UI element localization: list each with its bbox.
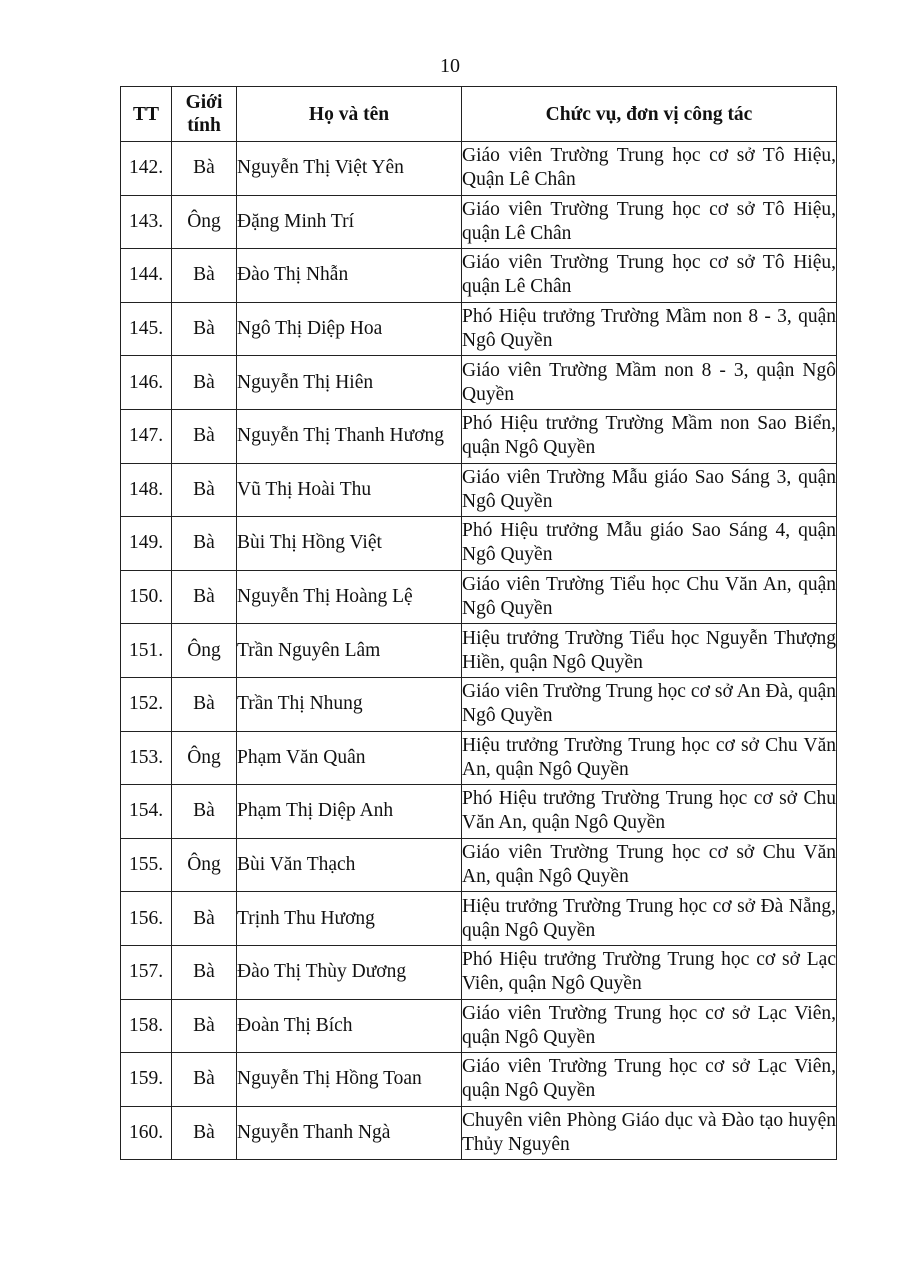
row-name: Trịnh Thu Hương: [237, 892, 462, 946]
table-row: [121, 999, 837, 1053]
row-gender: Ông: [172, 624, 237, 678]
row-position: Chuyên viên Phòng Giáo dục và Đào tạo huyện Thủy Nguyên: [462, 1106, 837, 1160]
row-position: Giáo viên Trường Trung học cơ sở Tô Hiệu, quận Lê Chân: [462, 195, 837, 249]
row-gender: Bà: [172, 517, 237, 571]
row-number: 155.: [121, 838, 172, 892]
row-position: Giáo viên Trường Trung học cơ sở Tô Hiệu, quận Lê Chân: [462, 249, 837, 303]
row-name: Trần Thị Nhung: [237, 677, 462, 731]
table-row: [121, 624, 837, 678]
row-number: 156.: [121, 892, 172, 946]
row-gender: Ông: [172, 195, 237, 249]
row-number: 146.: [121, 356, 172, 410]
row-gender: Bà: [172, 1053, 237, 1107]
row-name: Nguyễn Thị Hiên: [237, 356, 462, 410]
row-name: Trần Nguyên Lâm: [237, 624, 462, 678]
row-name: Đào Thị Nhẫn: [237, 249, 462, 303]
row-gender: Bà: [172, 302, 237, 356]
page-number: 10: [440, 55, 460, 77]
row-gender: Bà: [172, 677, 237, 731]
table-row: [121, 409, 837, 463]
table-row: [121, 249, 837, 303]
row-position: Giáo viên Trường Trung học cơ sở Tô Hiệu, Quận Lê Chân: [462, 142, 837, 196]
row-name: Đoàn Thị Bích: [237, 999, 462, 1053]
row-number: 160.: [121, 1106, 172, 1160]
row-name: Bùi Thị Hồng Việt: [237, 517, 462, 571]
row-position: Giáo viên Trường Trung học cơ sở Chu Văn An, quận Ngô Quyền: [462, 838, 837, 892]
row-number: 147.: [121, 409, 172, 463]
row-number: 142.: [121, 142, 172, 196]
table-row: [121, 356, 837, 410]
row-gender: Bà: [172, 892, 237, 946]
row-position: Giáo viên Trường Mầm non 8 - 3, quận Ngô Quyền: [462, 356, 837, 410]
table-header-row: [121, 87, 837, 142]
row-number: 145.: [121, 302, 172, 356]
table-row: [121, 517, 837, 571]
row-name: Nguyễn Thị Hồng Toan: [237, 1053, 462, 1107]
header-gender: Giới tính: [172, 87, 237, 142]
row-gender: Ông: [172, 731, 237, 785]
row-name: Phạm Thị Diệp Anh: [237, 785, 462, 839]
row-number: 144.: [121, 249, 172, 303]
header-position: Chức vụ, đơn vị công tác: [462, 87, 837, 142]
table-row: [121, 785, 837, 839]
table-row: [121, 142, 837, 196]
row-number: 143.: [121, 195, 172, 249]
row-number: 148.: [121, 463, 172, 517]
row-gender: Bà: [172, 785, 237, 839]
table-row: [121, 195, 837, 249]
row-position: Phó Hiệu trưởng Trường Trung học cơ sở Chu Văn An, quận Ngô Quyền: [462, 785, 837, 839]
row-gender: Bà: [172, 1106, 237, 1160]
row-name: Đặng Minh Trí: [237, 195, 462, 249]
table-row: [121, 463, 837, 517]
row-number: 150.: [121, 570, 172, 624]
table-row: [121, 731, 837, 785]
table-body: [121, 142, 837, 1160]
row-number: 157.: [121, 945, 172, 999]
row-gender: Bà: [172, 142, 237, 196]
row-position: Giáo viên Trường Trung học cơ sở Lạc Viên, quận Ngô Quyền: [462, 999, 837, 1053]
row-name: Bùi Văn Thạch: [237, 838, 462, 892]
row-number: 149.: [121, 517, 172, 571]
table-row: [121, 1106, 837, 1160]
row-position: Giáo viên Trường Trung học cơ sở An Đà, quận Ngô Quyền: [462, 677, 837, 731]
row-name: Nguyễn Thị Việt Yên: [237, 142, 462, 196]
row-number: 158.: [121, 999, 172, 1053]
row-gender: Bà: [172, 356, 237, 410]
row-position: Phó Hiệu trưởng Trường Trung học cơ sở Lạc Viên, quận Ngô Quyền: [462, 945, 837, 999]
row-name: Nguyễn Thị Hoàng Lệ: [237, 570, 462, 624]
row-name: Đào Thị Thùy Dương: [237, 945, 462, 999]
row-position: Giáo viên Trường Trung học cơ sở Lạc Viên, quận Ngô Quyền: [462, 1053, 837, 1107]
table-row: [121, 570, 837, 624]
personnel-table: [120, 86, 837, 1160]
row-gender: Bà: [172, 409, 237, 463]
row-position: Phó Hiệu trưởng Mẫu giáo Sao Sáng 4, quận Ngô Quyền: [462, 517, 837, 571]
row-position: Hiệu trưởng Trường Tiểu học Nguyễn Thượng Hiền, quận Ngô Quyền: [462, 624, 837, 678]
row-name: Vũ Thị Hoài Thu: [237, 463, 462, 517]
row-name: Ngô Thị Diệp Hoa: [237, 302, 462, 356]
row-position: Hiệu trưởng Trường Trung học cơ sở Chu Văn An, quận Ngô Quyền: [462, 731, 837, 785]
table-row: [121, 945, 837, 999]
table-row: [121, 838, 837, 892]
row-gender: Bà: [172, 463, 237, 517]
row-position: Phó Hiệu trưởng Trường Mầm non 8 - 3, quận Ngô Quyền: [462, 302, 837, 356]
row-name: Phạm Văn Quân: [237, 731, 462, 785]
header-name: Họ và tên: [237, 87, 462, 142]
table-row: [121, 677, 837, 731]
row-number: 159.: [121, 1053, 172, 1107]
row-position: Giáo viên Trường Mẫu giáo Sao Sáng 3, quận Ngô Quyền: [462, 463, 837, 517]
row-name: Nguyễn Thanh Ngà: [237, 1106, 462, 1160]
row-position: Hiệu trưởng Trường Trung học cơ sở Đà Nẵng, quận Ngô Quyền: [462, 892, 837, 946]
row-gender: Bà: [172, 999, 237, 1053]
row-gender: Ông: [172, 838, 237, 892]
table-row: [121, 302, 837, 356]
row-position: Phó Hiệu trưởng Trường Mầm non Sao Biển, quận Ngô Quyền: [462, 409, 837, 463]
row-number: 154.: [121, 785, 172, 839]
row-gender: Bà: [172, 570, 237, 624]
table-row: [121, 1053, 837, 1107]
row-gender: Bà: [172, 249, 237, 303]
table-row: [121, 892, 837, 946]
row-gender: Bà: [172, 945, 237, 999]
row-position: Giáo viên Trường Tiểu học Chu Văn An, quận Ngô Quyền: [462, 570, 837, 624]
row-number: 152.: [121, 677, 172, 731]
row-number: 153.: [121, 731, 172, 785]
row-name: Nguyễn Thị Thanh Hương: [237, 409, 462, 463]
header-tt: TT: [121, 87, 172, 142]
row-number: 151.: [121, 624, 172, 678]
